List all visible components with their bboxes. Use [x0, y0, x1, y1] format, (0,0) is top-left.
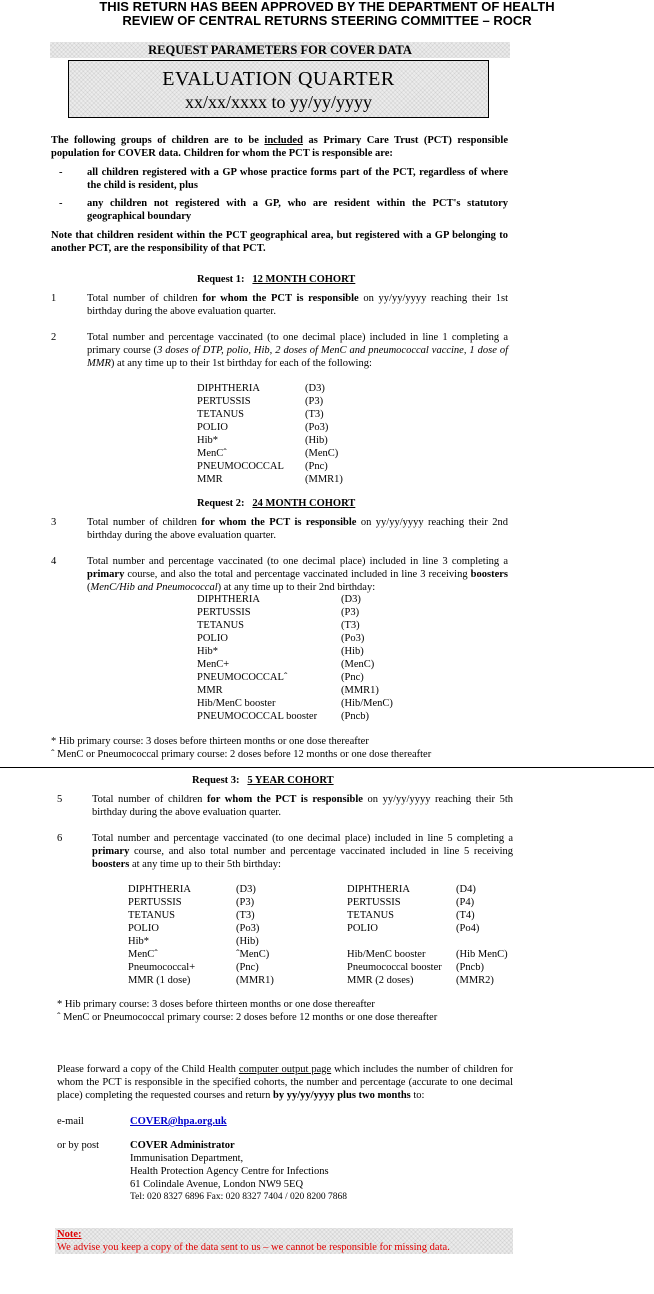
item-6-b: primary [92, 846, 130, 857]
vaccine-code: (T3) [341, 620, 360, 631]
request-2-footnote-2: ˆ MenC or Pneumococcal primary course: 2 doses before 12 months or one dose thereafter [51, 749, 432, 760]
item-3-a: Total number of children [87, 517, 202, 528]
item-4-text [87, 555, 508, 594]
vaccine-name: Hib* [197, 435, 218, 446]
vaccine-code: (P3) [341, 607, 360, 618]
request-2-heading [197, 497, 355, 510]
vaccine-name: PNEUMOCOCCALˆ [197, 672, 288, 683]
item-6-text [92, 832, 513, 871]
vaccine-name: Hib* [197, 646, 218, 657]
vaccine-code: (Pncb) [456, 962, 484, 973]
intro-text-c: as Primary Care Trust (PCT) responsible population for COVER data. Children for whom the PCT is responsible are: [51, 135, 508, 159]
vaccine-name: TETANUS [197, 620, 244, 631]
bullet-dash-2: - [59, 198, 63, 209]
request-3-footnote-1: * Hib primary course: 3 doses before thirteen months or one dose thereafter [57, 999, 375, 1010]
item-1-b: for whom the PCT is responsible [202, 293, 359, 304]
vaccine-code: (P3) [236, 897, 255, 908]
vaccine-code: (T3) [305, 409, 324, 420]
evaluation-quarter-dates: xx/xx/xxxx to yy/yy/yyyy [184, 92, 372, 112]
vaccine-name: DIPHTHERIA [197, 594, 260, 605]
request-2-cohort: 24 MONTH COHORT [252, 498, 356, 509]
item-number-4: 4 [51, 556, 57, 567]
request-1-cohort: 12 MONTH COHORT [252, 274, 356, 285]
item-4-a: Total number and percentage vaccinated (to one decimal place) included in line 3 completing a [87, 556, 508, 567]
intro-text-a: The following groups of children are to be [51, 135, 265, 146]
request-3-cohort: 5 YEAR COHORT [247, 775, 334, 786]
item-number-5: 5 [57, 794, 63, 805]
vaccine-code: (MMR1) [236, 975, 274, 986]
vaccine-code: (Po3) [341, 633, 365, 644]
request-2-footnote-1: * Hib primary course: 3 doses before thirteen months or one dose thereafter [51, 736, 369, 747]
vaccine-code: (Hib MenC) [456, 949, 508, 960]
forward-a: Please forward a copy of the Child Health [57, 1064, 239, 1075]
vaccine-name: PERTUSSIS [128, 897, 182, 908]
note-text: We advise you keep a copy of the data sent to us – we cannot be responsible for missing data. [57, 1242, 450, 1253]
vaccine-code: (P3) [305, 396, 324, 407]
forward-b: computer output page [238, 1064, 332, 1075]
request-2-label: Request 2: [197, 498, 245, 509]
address-tel-fax: Tel: 020 8327 6896 Fax: 020 8327 7404 / 020 8200 7868 [130, 1192, 348, 1202]
item-4-d: boosters [470, 569, 508, 580]
vaccine-code: (Pnc) [341, 672, 364, 683]
vaccine-name: DIPHTHERIA [347, 884, 410, 895]
vaccine-code: (Hib/MenC) [341, 698, 393, 709]
vaccine-name: MMR (2 doses) [347, 975, 414, 986]
vaccine-name: TETANUS [128, 910, 175, 921]
item-6-a: Total number and percentage vaccinated (to one decimal place) included in line 5 completing a [92, 833, 513, 844]
vaccine-name: MenC+ [197, 659, 230, 670]
vaccine-code: (Po3) [236, 923, 260, 934]
vaccine-name: PNEUMOCOCCAL [197, 461, 284, 472]
vaccine-name: POLIO [347, 923, 378, 934]
intro-paragraph [51, 134, 508, 160]
request-1-label: Request 1: [197, 274, 245, 285]
responsibility-note: Note that children resident within the PCT geographical area, but registered with a GP belonging to another PCT, are the responsibility of that PCT. [51, 230, 508, 254]
section-divider [0, 767, 654, 768]
vaccine-name: DIPHTHERIA [128, 884, 191, 895]
vaccine-name: MMR [197, 685, 223, 696]
item-number-2: 2 [51, 332, 57, 343]
vaccine-code: (MenC) [341, 659, 375, 670]
item-3-b: for whom the PCT is responsible [201, 517, 357, 528]
vaccine-code: (Pnc) [305, 461, 328, 472]
vaccine-name: Hib/MenC booster [197, 698, 276, 709]
vaccine-code: (Po4) [456, 923, 480, 934]
forward-instructions [57, 1063, 513, 1102]
item-3-c: on yy/yy/yyyy reaching their 2nd birthday during the above evaluation quarter. [87, 517, 508, 541]
item-5-a: Total number of children [92, 794, 207, 805]
vaccine-code: (P4) [456, 897, 475, 908]
intro-text-included: included [264, 135, 303, 146]
request-parameters-banner [50, 42, 510, 58]
item-6-e: at any time up to their 5th birthday: [129, 859, 281, 870]
address-line-3: 61 Colindale Avenue, London NW9 5EQ [130, 1179, 304, 1190]
vaccine-code: (D3) [341, 594, 361, 605]
vaccine-code: (Hib) [341, 646, 364, 657]
vaccine-code: (Po3) [305, 422, 329, 433]
request-3-footnote-2: ˆ MenC or Pneumococcal primary course: 2 doses before 12 months or one dose thereafter [57, 1012, 438, 1023]
request-1-heading [197, 273, 355, 286]
approval-line-1: THIS RETURN HAS BEEN APPROVED BY THE DEPARTMENT OF HEALTH [99, 0, 555, 14]
item-4-f: MenC/Hib and Pneumococcal [90, 582, 218, 593]
request-3-heading [192, 774, 334, 787]
vaccine-name: Hib/MenC booster [347, 949, 426, 960]
item-number-3: 3 [51, 517, 57, 528]
vaccine-name: PERTUSSIS [197, 607, 251, 618]
address-admin: COVER Administrator [130, 1140, 235, 1151]
item-5-c: on yy/yy/yyyy reaching their 5th birthday during the above evaluation quarter. [92, 794, 514, 818]
forward-c: which includes the number of children for whom the PCT is responsible in the specified cohorts, the number and percentage (accurate to one decimal place) completing the requested courses and return [57, 1064, 513, 1101]
vaccine-name: POLIO [197, 633, 228, 644]
address-line-2: Health Protection Agency Centre for Infections [130, 1166, 329, 1177]
vaccine-name: Hib* [128, 936, 149, 947]
vaccine-name: MenCˆ [128, 949, 158, 960]
vaccine-code: (Pncb) [341, 711, 369, 722]
vaccine-name: MMR (1 dose) [128, 975, 191, 986]
vaccine-code: (MenC) [305, 448, 339, 459]
approval-line-2: REVIEW OF CENTRAL RETURNS STEERING COMMITTEE – ROCR [122, 13, 532, 28]
item-2-c: ) at any time up to their 1st birthday for each of the following: [110, 358, 372, 369]
vaccine-name: TETANUS [197, 409, 244, 420]
item-4-e: ( [87, 582, 91, 593]
item-4-b: primary [87, 569, 125, 580]
vaccine-code: (Hib) [305, 435, 328, 446]
vaccine-name: Pneumococcal+ [128, 962, 196, 973]
item-2-text [87, 331, 508, 370]
approval-header [0, 0, 654, 28]
item-1-c: on yy/yy/yyyy reaching their 1st birthday during the above evaluation quarter. [87, 293, 508, 317]
bullet-dash-1: - [59, 167, 63, 178]
vaccine-name: POLIO [128, 923, 159, 934]
address-line-1: Immunisation Department, [130, 1153, 244, 1164]
item-2-a: Total number and percentage vaccinated (to one decimal place) included in line 1 completing a primary course ( [87, 332, 508, 356]
bullet-not-registered: any children not registered with a GP, who are resident within the PCT's statutory geographical boundary [87, 198, 508, 222]
item-number-6: 6 [57, 833, 63, 844]
vaccine-code: (MMR1) [305, 474, 343, 485]
data-copy-note [55, 1228, 513, 1254]
email-link[interactable]: COVER@hpa.org.uk [130, 1116, 227, 1127]
vaccine-name: TETANUS [347, 910, 394, 921]
item-6-d: boosters [92, 859, 130, 870]
vaccine-code: ˆMenC) [236, 949, 270, 960]
item-1-a: Total number of children [87, 293, 203, 304]
vaccine-code: (D4) [456, 884, 476, 895]
item-6-c: course, and also total number and percentage vaccinated included in line 5 receiving [129, 846, 513, 857]
item-2-b: 3 doses of DTP, polio, Hib, 2 doses of MenC and pneumococcal vaccine, 1 dose of MMR [87, 345, 509, 369]
vaccine-code: (T4) [456, 910, 475, 921]
evaluation-quarter-title: EVALUATION QUARTER [162, 68, 395, 90]
item-5-b: for whom the PCT is responsible [207, 794, 363, 805]
vaccine-name: DIPHTHERIA [197, 383, 260, 394]
item-3-text [87, 516, 508, 542]
vaccine-name: MMR [197, 474, 223, 485]
vaccine-name: PERTUSSIS [197, 396, 251, 407]
vaccine-name: Pneumococcal booster [347, 962, 442, 973]
item-4-g: ) at any time up to their 2nd birthday: [217, 582, 376, 593]
vaccine-code: (Hib) [236, 936, 259, 947]
vaccine-name: PNEUMOCOCCAL booster [197, 711, 318, 722]
post-label: or by post [57, 1140, 99, 1151]
vaccine-code: (D3) [305, 383, 325, 394]
vaccine-name: PERTUSSIS [347, 897, 401, 908]
vaccine-code: (Pnc) [236, 962, 259, 973]
vaccine-code: (MMR2) [456, 975, 494, 986]
request-3-label: Request 3: [192, 775, 240, 786]
vaccine-code: (MMR1) [341, 685, 379, 696]
vaccine-name: MenCˆ [197, 448, 227, 459]
email-label: e-mail [57, 1116, 84, 1127]
item-4-c: course, and also the total and percentage vaccinated included in line 3 receiving [124, 569, 471, 580]
forward-e: to: [410, 1090, 425, 1101]
vaccine-code: (D3) [236, 884, 256, 895]
forward-d: by yy/yy/yyyy plus two months [273, 1090, 411, 1101]
item-1-text [87, 292, 508, 318]
bullet-registered-gp: all children registered with a GP whose practice forms part of the PCT, regardless of where the child is resident, plus [87, 167, 508, 191]
item-5-text [92, 793, 513, 819]
postal-address [130, 1139, 510, 1204]
vaccine-name: POLIO [197, 422, 228, 433]
item-number-1: 1 [51, 293, 57, 304]
banner-title: REQUEST PARAMETERS FOR COVER DATA [148, 43, 412, 57]
vaccine-code: (T3) [236, 910, 255, 921]
evaluation-quarter-box [68, 60, 489, 118]
note-label: Note: [57, 1229, 82, 1240]
